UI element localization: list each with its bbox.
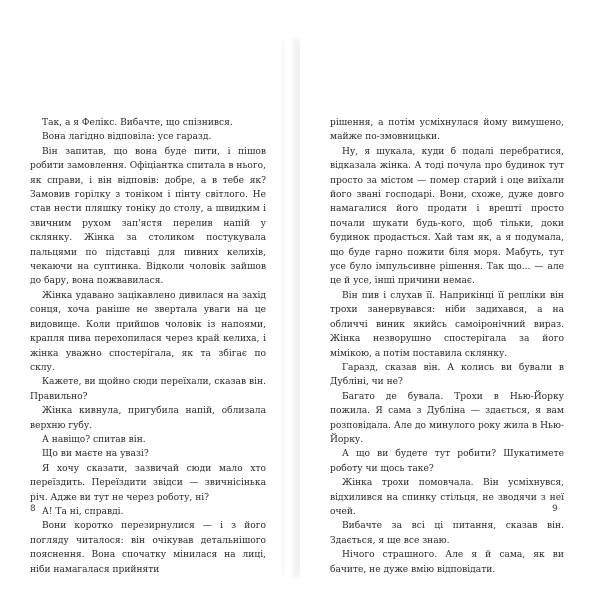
paragraph: Жінка удавано зацікавлено дивилася на захід сонця, хоча раніше не звертала уваги на це видовище. Коли прийшов чоловік із напоями, крапля пива перехопилася через край келиха, і жінка уважно спостерігала, як та збігає по склу. [30, 290, 266, 373]
paragraph: Я хочу сказати, зазвичай сюди мало хто переїздить. Переїздити звідси — звичнісінька річ. Адже ви тут не через роботу, ні? [30, 463, 266, 503]
paragraph: Кажете, ви щойно сюди переїхали, сказав він. Правильно? [30, 377, 266, 402]
right-page-number: 9 [552, 504, 558, 514]
paragraph: А що ви будете тут робити? Шукатимете роботу чи щось таке? [330, 449, 564, 474]
paragraph: Що ви маєте на увазі? [42, 449, 149, 460]
paragraph: Жінка трохи помовчала. Він усміхнувся, відхилився на спинку стільця, не зводячи з неї очей. [330, 478, 564, 517]
paragraph: А навіщо? спитав він. [42, 434, 146, 445]
paragraph: Гаразд, сказав він. А колись ви бували в Дубліні, чи не? [330, 362, 564, 388]
left-page [20, 38, 282, 578]
paragraph: Так, а я Фелікс. Вибачте, що спізнився. [42, 118, 233, 128]
paragraph: рішення, а потім усміхнулася йому вимушено, майже по-змовницьки. [330, 118, 564, 143]
paragraph: Він запитав, що вона буде пити, і пішов робити замовлення. Офіціантка спитала в нього, як справи, і він відповів: добре, а в тебе як? Замовив горілку з тоніком і пінту світлого. Не став нести пляшку тоніку до столу, а швидким і звичним рухом зап'ястя перелив напій у склянку. Жінка за столиком постукувала пальцями по підставці для пивних келихів, чекаючи на суптинка. Відколи чоловік зайшов до бару, вона пожвавилася. [30, 146, 266, 287]
paragraph: Вибачте за всі ці питання, сказав він. Здається, я ще все знаю. [330, 521, 564, 546]
paragraph: Нічого страшного. Але я й сама, як ви бачите, не дуже вмію відповідати. [330, 550, 564, 575]
left-page-number: 8 [30, 504, 36, 514]
paragraph: Жінка кивнула, пригубила напій, облизала верхню губу. [30, 406, 266, 431]
paragraph: Вона лагідно відповіла: усе гаразд. [42, 132, 212, 143]
right-page-text [330, 116, 564, 577]
right-page [300, 38, 562, 578]
left-page-text [30, 116, 266, 577]
paragraph: Вони коротко перезирнулися — і з його погляду читалося: він очікував детальнішого пояснення. Вона спочатку мінилася на лиці, ніби намагалася прийняти [30, 521, 266, 575]
paragraph: Багато де бувала. Трохи в Нью-Йорку пожила. Я сама з Дубліна — здається, я вам розповідала. Але до минулого року жила в Нью-Йорку. [330, 391, 564, 445]
paragraph: А! Та ні, справді. [42, 506, 124, 517]
paragraph: Він пив і слухав її. Наприкінці її репліки він трохи занервувався: ніби задихався, а на обличчі виник якийсь самоіронічний вираз. Жінка незворушно спостерігала за його мімікою, а потім поставила склянку. [330, 290, 564, 359]
paragraph: Ну, я шукала, куди б подалі перебратися, відказала жінка. А тоді почула про будинок тут просто за містом — помер старий і оце виїхали його звані господарі. Вони, схоже, дуже довго намагалися його продати і врешті просто почали шукати будь-кого, щоб тільки, доки будинок продасться. Хай там як, а я подумала, що буде гарно пожити біля моря. Мабуть, тут усе було імпульсивне рішення. Так що... — але це й усе, інші причини немає. [330, 146, 564, 287]
